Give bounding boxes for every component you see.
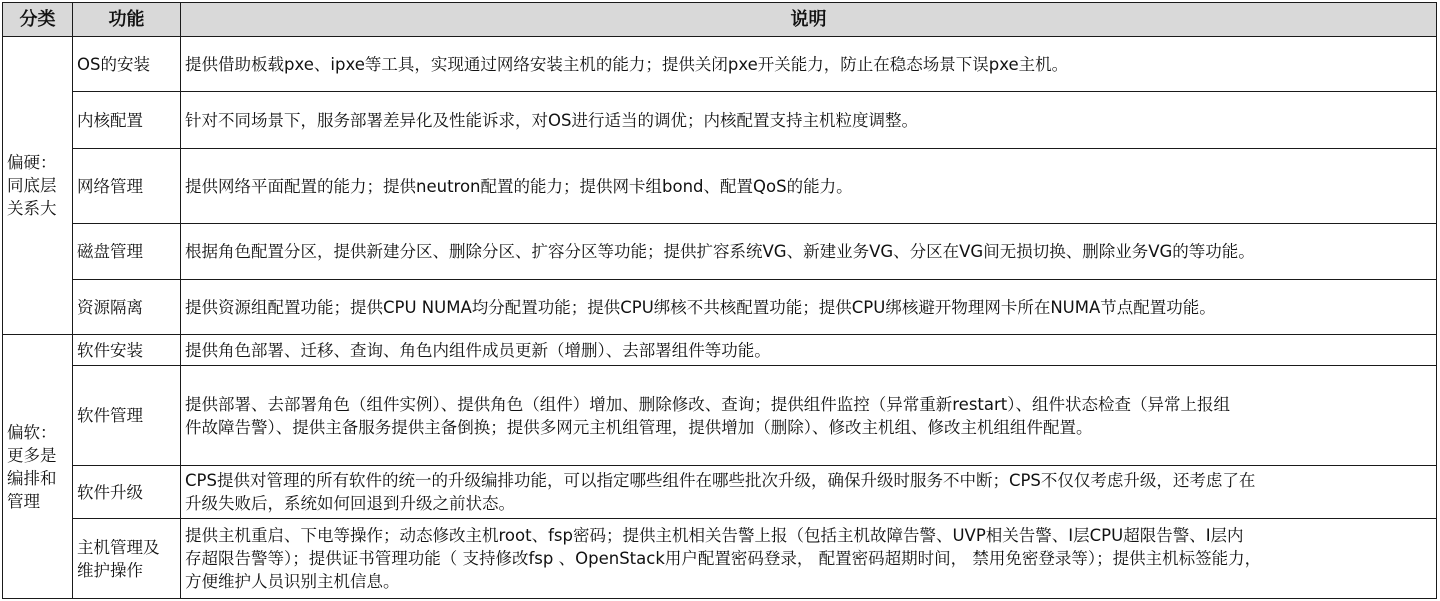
description-cell	[181, 280, 1437, 335]
description-cell	[181, 149, 1437, 224]
description-line: 提供部署、去部署角色（组件实例）、提供角色（组件）增加、删除修改、查询；提供组件监控（异常重新restart）、组件状态检查（异常上报组	[185, 394, 1231, 414]
description-cell	[181, 335, 1437, 366]
function-label: 软件安装	[77, 340, 143, 360]
description-line: CPS提供对管理的所有软件的统一的升级编排功能，可以指定哪些组件在哪些批次升级，确保升级时服务不中断；CPS不仅仅考虑升级，还考虑了在	[185, 471, 1256, 490]
description-cell	[181, 224, 1437, 280]
description-line: 升级失败后，系统如何回退到升级之前状态。	[185, 494, 515, 513]
table-row	[3, 280, 1437, 335]
description-line: 存超限告警等）；提供证书管理功能（ 支持修改fsp 、OpenStack用户配置密码登录， 配置密码超期时间， 禁用免密登录等）；提供主机标签能力，	[185, 549, 1262, 568]
category-cell-software	[3, 335, 73, 599]
description-cell	[181, 519, 1437, 599]
table-row	[3, 366, 1437, 466]
table-row	[3, 149, 1437, 224]
table-row	[3, 519, 1437, 599]
description-cell	[181, 37, 1437, 92]
function-cell	[73, 149, 181, 224]
description-line: 根据角色配置分区，提供新建分区、删除分区、扩容分区等功能；提供扩容系统VG、新建业务VG、分区在VG间无损切换、删除业务VG的等功能。	[185, 242, 1255, 261]
category-line: 同底层	[7, 176, 57, 195]
description-line: 提供网络平面配置的能力；提供neutron配置的能力；提供网卡组bond、配置QoS的能力。	[185, 176, 853, 196]
table-row	[3, 335, 1437, 366]
function-cell	[73, 366, 181, 466]
description-line: 件故障告警）、提供主备服务提供主备倒换；提供多网元主机组管理，提供增加（删除）、修改主机组、修改主机组组件配置。	[185, 417, 1093, 437]
function-label: 软件管理	[77, 406, 143, 425]
category-line: 关系大	[7, 199, 57, 218]
category-line: 偏软：	[7, 422, 57, 442]
function-label: 网络管理	[77, 176, 143, 196]
function-label: 资源隔离	[77, 297, 143, 317]
table-row	[3, 224, 1437, 280]
function-cell	[73, 280, 181, 335]
table-row	[3, 37, 1437, 92]
category-line: 偏硬：	[7, 153, 57, 172]
description-line: 针对不同场景下，服务部署差异化及性能诉求，对OS进行适当的调优；内核配置支持主机粒度调整。	[185, 110, 918, 130]
header-function: 功能	[73, 3, 181, 37]
function-label: 磁盘管理	[77, 242, 143, 261]
category-line: 管理	[7, 491, 40, 511]
function-cell	[73, 224, 181, 280]
description-cell	[181, 466, 1437, 519]
header-description: 说明	[181, 3, 1437, 37]
function-label: 软件升级	[77, 482, 143, 502]
description-cell	[181, 92, 1437, 149]
description-line: 提供角色部署、迁移、查询、角色内组件成员更新（增删）、去部署组件等功能。	[185, 340, 771, 360]
function-cell	[73, 466, 181, 519]
function-cell	[73, 519, 181, 599]
table-row	[3, 466, 1437, 519]
category-cell-hardware	[3, 37, 73, 335]
header-row	[3, 3, 1437, 37]
description-line: 方便维护人员识别主机信息。	[185, 572, 400, 591]
description-line: 提供资源组配置功能；提供CPU NUMA均分配置功能；提供CPU绑核不共核配置功能；提供CPU绑核避开物理网卡所在NUMA节点配置功能。	[185, 297, 1216, 317]
header-category: 分类	[3, 3, 73, 37]
function-cell	[73, 92, 181, 149]
category-line: 更多是	[7, 445, 57, 465]
function-label: 主机管理及	[77, 537, 160, 557]
category-line: 编排和	[7, 468, 57, 488]
function-cell	[73, 335, 181, 366]
table-row	[3, 92, 1437, 149]
feature-table	[2, 2, 1437, 599]
function-label: 内核配置	[77, 110, 143, 130]
description-line: 提供主机重启、下电等操作；动态修改主机root、fsp密码；提供主机相关告警上报（包括主机故障告警、UVP相关告警、I层CPU超限告警、I层内	[185, 526, 1244, 545]
function-label: 维护操作	[77, 560, 143, 580]
function-label: OS的安装	[77, 54, 150, 74]
function-cell	[73, 37, 181, 92]
description-line: 提供借助板载pxe、ipxe等工具，实现通过网络安装主机的能力；提供关闭pxe开关能力，防止在稳态场景下误pxe主机。	[185, 54, 1069, 74]
description-cell	[181, 366, 1437, 466]
